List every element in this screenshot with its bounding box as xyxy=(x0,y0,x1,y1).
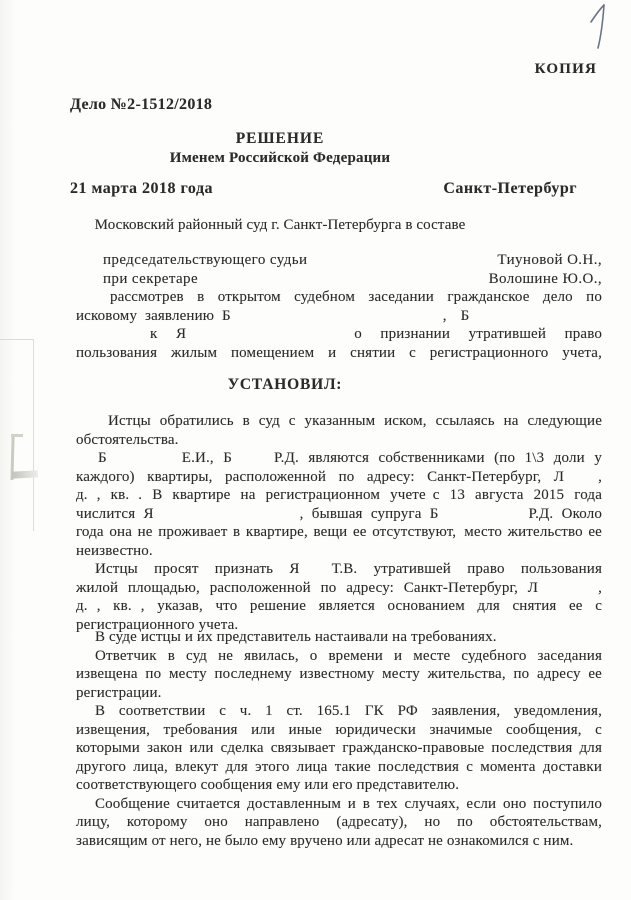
body-paragraph xyxy=(76,560,602,634)
body-paragraph xyxy=(76,795,602,851)
text-line: Б Е.И., Б Р.Д. являются собственниками (по 1\3 доли у xyxy=(98,450,602,466)
text-line: извещения, требования или иные юридически значимые сообщения, с xyxy=(76,721,602,738)
case-number: Дело №2-1512/2018 xyxy=(70,96,213,113)
handwritten-page-number xyxy=(589,3,607,56)
redaction-gap xyxy=(107,461,182,462)
text-line: регистрации. xyxy=(76,684,162,701)
text-line: неизвестно. xyxy=(76,542,153,559)
text-line: каждого) квартиры, расположенной по адресу: Санкт-Петербург, Л , xyxy=(76,468,602,485)
case-intro xyxy=(0,288,631,362)
body-paragraph xyxy=(76,412,602,449)
text-line: д. , кв. , указав, что решение является основанием для снятия ее с xyxy=(76,598,602,614)
decision-city: Санкт-Петербург xyxy=(443,180,577,197)
text-line: регистрационного учета. xyxy=(76,616,239,633)
redaction-gap xyxy=(300,572,332,573)
decision-date: 21 марта 2018 года xyxy=(70,180,214,197)
redaction-gap xyxy=(538,591,598,592)
text-line: обстоятельства. xyxy=(76,431,179,448)
redaction-gap xyxy=(232,461,274,462)
text-line: исковому заявлению Б , Б xyxy=(76,307,470,324)
redaction-gap xyxy=(88,498,97,499)
text-line: рассмотрев в открытом судебном заседании гражданское дело по xyxy=(110,289,602,305)
redaction-gap xyxy=(439,517,529,518)
redaction-gap xyxy=(564,480,598,481)
redaction-gap xyxy=(132,609,141,610)
text-line: Истцы обратились в суд с указанным иском, ссылаясь на следующие xyxy=(108,413,602,429)
text-line: В суде истцы и их представитель настаивали на требованиях. xyxy=(95,629,497,645)
pen-stroke-icon xyxy=(589,3,607,51)
text-line: жилой площадью, расположенной по адресу: Санкт-Петербург, Л , xyxy=(76,579,602,596)
redaction-gap xyxy=(231,319,443,320)
text-line: числится Я , бывшая супруга Б Р.Д. Около xyxy=(76,505,602,522)
redaction-gap xyxy=(154,517,300,518)
scan-artifact-line xyxy=(0,339,34,340)
text-line: Сообщение считается доставленным и в тех случаях, если оно поступило xyxy=(95,795,602,812)
court-composition xyxy=(0,251,631,288)
redaction-gap xyxy=(129,498,138,499)
decision-subtitle: Именем Российской Федерации xyxy=(169,149,391,166)
scan-artifact-line xyxy=(33,339,34,531)
secretary-name: Волошине Ю.О., xyxy=(488,270,602,287)
date-city-row xyxy=(0,180,631,197)
text-line: соответствующего сообщения ему или его представителю. xyxy=(76,777,460,793)
court-name-line: Московский районный суд г. Санкт-Петербурга в составе xyxy=(94,217,466,233)
established-heading: УСТАНОВИЛ: xyxy=(227,376,343,393)
redaction-gap xyxy=(426,498,433,499)
text-line: д. , кв. . В квартире на регистрационном учете с 13 августа 2015 года xyxy=(76,487,602,503)
body-paragraph xyxy=(76,628,602,647)
composition-row xyxy=(103,251,602,270)
decision-title-block xyxy=(0,130,560,167)
text-line: зависящим от него, не было ему вручено или адресат не ознакомился с ним. xyxy=(76,832,574,849)
text-line: Ответчик в суд не явилась, о времени и месте судебного заседания xyxy=(95,647,602,664)
body-paragraph xyxy=(76,647,602,703)
redaction-gap xyxy=(186,337,354,338)
secretary-role-label: при секретаре xyxy=(103,270,199,287)
body-paragraph xyxy=(76,702,602,795)
body-paragraph xyxy=(76,449,602,560)
text-line: к Я о признании утратившей право xyxy=(150,326,602,342)
decision-body xyxy=(0,412,631,850)
redaction-gap xyxy=(456,535,464,536)
redaction-gap xyxy=(455,319,461,320)
text-line: Истцы просят признать Я Т.В. утратившей право пользования xyxy=(95,561,602,577)
scan-artifact-smudge xyxy=(12,470,38,478)
composition-row xyxy=(103,270,602,289)
copy-stamp: КОПИЯ xyxy=(534,61,597,77)
text-line: пользования жилым помещением и снятии с регистрационного учета, xyxy=(76,344,602,361)
decision-title: РЕШЕНИЕ xyxy=(235,130,325,147)
judge-name: Тиуновой О.Н., xyxy=(497,252,602,268)
text-line: другого лица, влекут для этого лица такие последствия с момента доставки xyxy=(76,758,602,775)
text-line: года она не проживает в квартире, вещи ее отсутствуют, место жительство ее xyxy=(76,524,602,540)
judge-role-label: председательствующего судьи xyxy=(103,252,308,268)
text-line: которыми закон или сделка связывает гражданско-правовые последствия для xyxy=(76,740,602,756)
text-line: лицу, которому оно направлено (адресату), но по обстоятельствам, xyxy=(76,814,602,830)
text-line: В соответствии с ч. 1 ст. 165.1 ГК РФ заявления, уведомления, xyxy=(95,703,602,719)
redaction-gap xyxy=(88,609,97,610)
text-line: извещена по месту последнему известному месту жительства, по адресу ее xyxy=(76,666,602,682)
